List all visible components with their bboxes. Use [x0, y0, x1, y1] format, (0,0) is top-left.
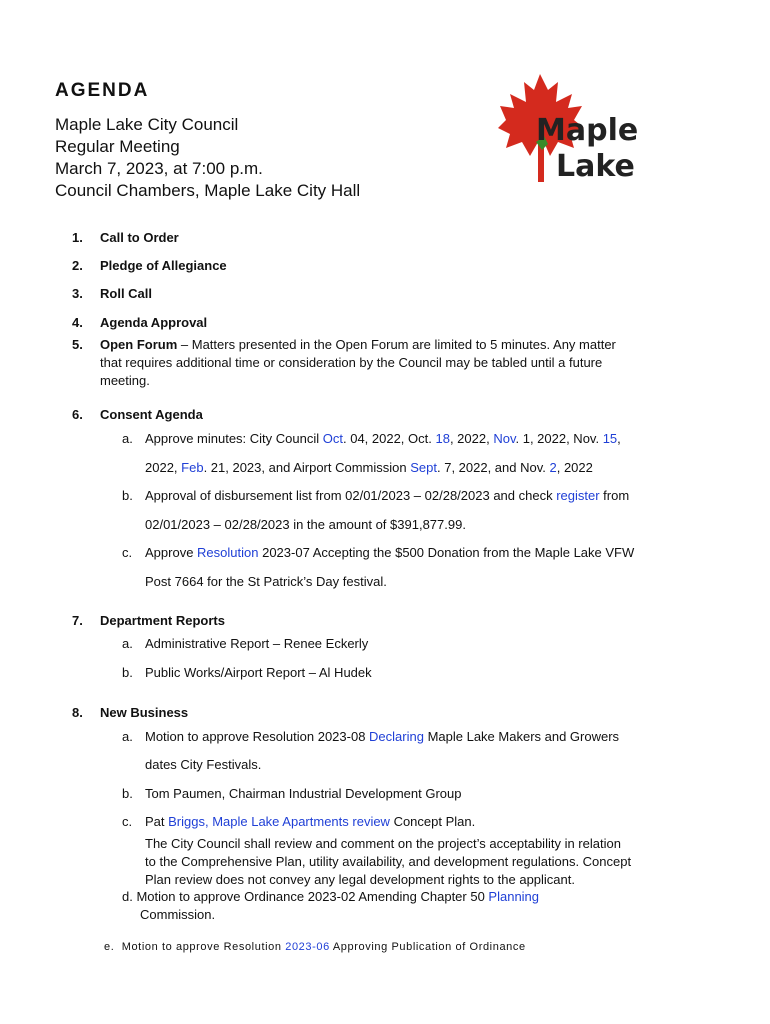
concept-plan-line-3: to the Comprehensive Plan, utility availability, and development regulations. Concept — [145, 854, 632, 869]
open-forum-line-2: that requires additional time or consideration by the Council may be tabled until a future — [100, 355, 603, 370]
link-planning[interactable]: Planning — [488, 889, 540, 904]
maple-leaf-icon — [498, 72, 658, 190]
business-item-a-line-2: dates City Festivals. — [145, 757, 262, 772]
concept-plan-line-2: The City Council shall review and comment on the project’s acceptability in relation — [145, 836, 621, 851]
link-register[interactable]: register — [556, 488, 600, 503]
agenda-title: AGENDA — [55, 80, 150, 101]
business-item-e: e. Motion to approve Resolution 2023-06 Approving Publication of Ordinance — [104, 941, 526, 953]
business-item-d: d. Motion to approve Ordinance 2023-02 Amending Chapter 50 Planning — [122, 889, 540, 904]
link-2023-06[interactable]: 2023-06 — [285, 941, 330, 953]
link-18[interactable]: 18 — [435, 431, 450, 446]
consent-item-a-line-2: 2022, Feb. 21, 2023, and Airport Commission Sept. 7, 2022, and Nov. 2, 2022 — [145, 460, 593, 475]
link-resolution[interactable]: Resolution — [197, 545, 259, 560]
maple-lake-logo — [498, 72, 658, 190]
link-briggs-apartments[interactable]: Briggs, Maple Lake Apartments review — [168, 814, 390, 829]
business-item-d-line-2: Commission. — [140, 907, 216, 922]
meeting-date: March 7, 2023, at 7:00 p.m. — [55, 159, 263, 178]
meeting-location: Council Chambers, Maple Lake City Hall — [55, 181, 361, 200]
link-15[interactable]: 15 — [602, 431, 618, 446]
link-declaring[interactable]: Declaring — [369, 729, 424, 744]
consent-item-c-line-2: Post 7664 for the St Patrick’s Day festival. — [145, 574, 387, 589]
link-feb[interactable]: Feb — [181, 460, 204, 475]
link-oct[interactable]: Oct — [322, 431, 343, 446]
council-name: Maple Lake City Council — [55, 115, 239, 134]
meeting-type: Regular Meeting — [55, 137, 180, 156]
svg-text:Maple: Maple — [536, 113, 639, 148]
svg-text:Lake: Lake — [556, 149, 635, 184]
link-nov[interactable]: Nov — [493, 431, 516, 446]
consent-item-b-line-2: 02/01/2023 – 02/28/2023 in the amount of $391,877.99. — [145, 517, 466, 532]
open-forum-line-3: meeting. — [100, 373, 150, 388]
link-sept[interactable]: Sept — [410, 460, 437, 475]
link-2[interactable]: 2 — [549, 460, 557, 475]
concept-plan-line-4: Plan review does not convey any legal development rights to the applicant. — [145, 872, 575, 887]
